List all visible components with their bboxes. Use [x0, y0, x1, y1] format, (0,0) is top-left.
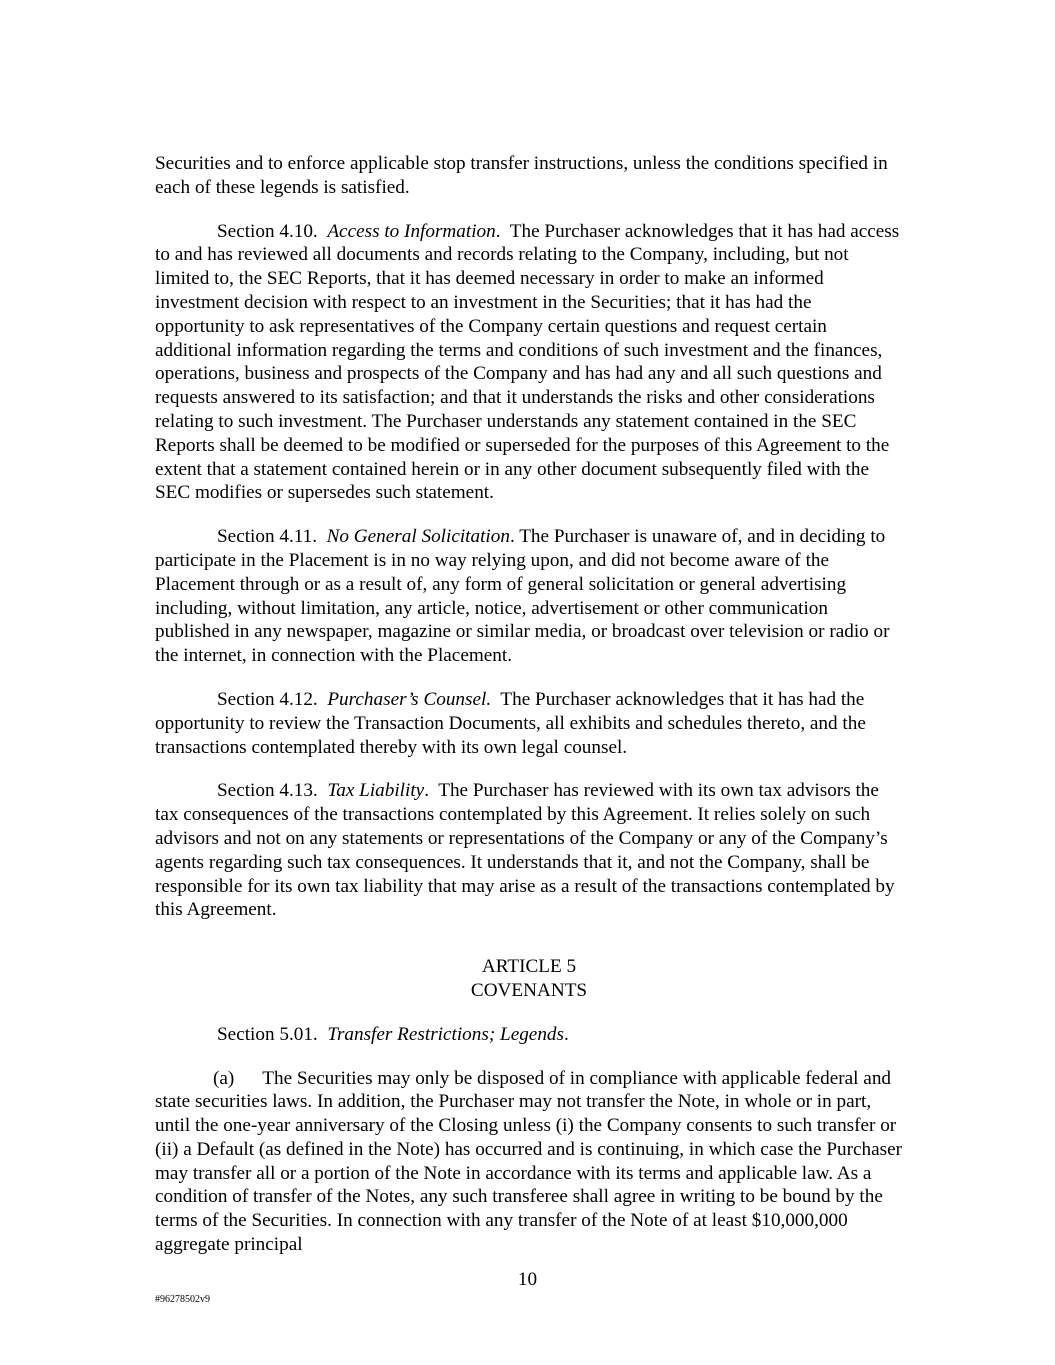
clause-a-paragraph: [155, 1067, 903, 1257]
section-4-10-title-end: .: [495, 220, 501, 242]
section-4-13-paragraph: [155, 779, 903, 922]
clause-a-body: The Securities may only be disposed of in compliance with applicable federal and state securities laws. In addition, the Purchaser may not transfer the Note, in whole or in part, until the one-year anniversary of the Closing unless (i) the Company consents to such transfer or (ii) a Default (as defined in the Note) has occurred and is continuing, in which case the Purchaser may transfer all or a portion of the Note in accordance with its terms and applicable law. As a condition of transfer of the Notes, any such transferee shall agree in writing to be bound by the terms of the Securities. In connection with any transfer of the Note of at least $10,000,000 aggregate principal: [155, 1067, 902, 1256]
section-5-01-title: Transfer Restrictions; Legends: [327, 1023, 564, 1045]
section-4-10-number: Section 4.10.: [217, 220, 318, 242]
section-4-13-title: Tax Liability: [327, 780, 425, 802]
section-4-10-paragraph: [155, 220, 903, 506]
page-body: [155, 152, 903, 1257]
section-4-11-title: No General Solicitation: [326, 526, 510, 548]
article-title: COVENANTS: [470, 979, 588, 1001]
section-5-01-number: Section 5.01.: [217, 1023, 318, 1045]
section-4-10-title: Access to Information: [327, 220, 496, 242]
section-4-11-body: The Purchaser is unaware of, and in deciding to participate in the Placement is in no way relying upon, and did not become aware of the Placement through or as a result of, any form of general solicitation or general advertising including, without limitation, any article, notice, advertisement or other communication published in any newspaper, magazine or similar media, or broadcast over television or radio or the internet, in connection with the Placement.: [155, 526, 890, 667]
section-4-12-number: Section 4.12.: [217, 688, 318, 710]
document-id: #96278502v9: [155, 1294, 210, 1305]
section-4-11-paragraph: [155, 525, 903, 668]
section-4-11-title-end: .: [509, 526, 515, 548]
clause-a-label: (a): [213, 1067, 235, 1089]
section-4-13-number: Section 4.13.: [217, 780, 318, 802]
section-5-01-title-end: .: [563, 1023, 569, 1045]
section-4-12-title: Purchaser’s Counsel.: [327, 688, 492, 710]
section-4-10-body: The Purchaser acknowledges that it has had access to and has reviewed all documents and records relating to the Company, including, but not limited to, the SEC Reports, that it has deemed necessary in order to make an informed investment decision with respect to an investment in the Securities; that it has had the opportunity to ask representatives of the Company certain questions and request certain additional information regarding the terms and conditions of such investment and the finances, operations, business and prospects of the Company and has had any and all such questions and requests answered to its satisfaction; and that it understands the risks and other considerations relating to such investment. The Purchaser understands any statement contained in the SEC Reports shall be deemed to be modified or superseded for the purposes of this Agreement to the extent that a statement contained herein or in any other document subsequently filed with the SEC modifies or supersedes such statement.: [155, 220, 900, 504]
carryover-paragraph: Securities and to enforce applicable stop transfer instructions, unless the conditions specified in each of these legends is satisfied.: [155, 153, 888, 198]
section-5-01-heading: [155, 1023, 903, 1047]
section-4-11-number: Section 4.11.: [217, 526, 318, 548]
article-number: ARTICLE 5: [481, 956, 577, 978]
section-4-13-body: The Purchaser has reviewed with its own tax advisors the tax consequences of the transactions contemplated by this Agreement. It relies solely on such advisors and not on any statements or representations of the Company or any of the Company’s agents regarding such tax consequences. It understands that it, and not the Company, shall be responsible for its own tax liability that may arise as a result of the transactions contemplated by this Agreement.: [155, 780, 895, 921]
section-4-12-body: The Purchaser acknowledges that it has had the opportunity to review the Transaction Documents, all exhibits and schedules thereto, and the transactions contemplated thereby with its own legal counsel.: [155, 688, 866, 758]
page-number: 10: [517, 1269, 538, 1290]
section-4-13-title-end: .: [424, 780, 429, 802]
section-4-12-paragraph: [155, 688, 903, 759]
